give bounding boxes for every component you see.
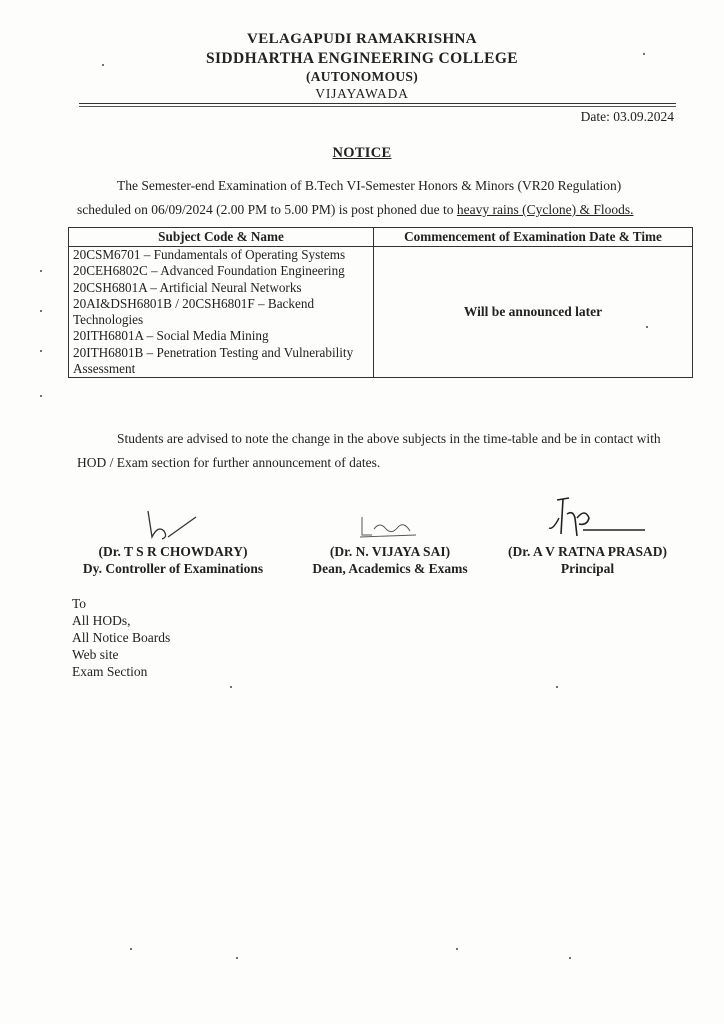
header-rule-thin bbox=[79, 106, 676, 107]
signatory-title: Dy. Controller of Examinations bbox=[82, 561, 264, 576]
signatory-name: (Dr. N. VIJAYA SAI) bbox=[329, 544, 451, 559]
college-name-line2: SIDDHARTHA ENGINEERING COLLEGE bbox=[205, 50, 519, 67]
recipients-heading: To bbox=[72, 596, 87, 611]
table-row bbox=[69, 247, 693, 378]
recipient-item: All Notice Boards bbox=[72, 630, 171, 645]
signatory-controller bbox=[62, 507, 284, 577]
recipient-item: Exam Section bbox=[72, 664, 148, 679]
table-header-row bbox=[69, 228, 693, 247]
signature-mark bbox=[523, 492, 653, 543]
notice-date: Date: 03.09.2024 bbox=[580, 109, 674, 124]
recipient-item: All HODs, bbox=[72, 613, 131, 628]
subject-item: 20CEH6802C – Advanced Foundation Engineering bbox=[73, 263, 345, 279]
signatory-title: Dean, Academics & Exams bbox=[312, 561, 468, 576]
college-header bbox=[0, 30, 724, 102]
subject-item: 20CSH6801A – Artificial Neural Networks bbox=[73, 279, 302, 295]
advisory-paragraph bbox=[77, 427, 677, 475]
scan-speck bbox=[646, 326, 648, 328]
recipient-item: Web site bbox=[72, 647, 119, 662]
subject-item: 20ITH6801A – Social Media Mining bbox=[73, 328, 269, 344]
scan-speck bbox=[102, 64, 104, 66]
signature-mark bbox=[350, 507, 430, 543]
header-rule-thick bbox=[79, 103, 676, 104]
scan-speck bbox=[456, 948, 458, 950]
notice-paragraph-text: The Semester-end Examination of B.Tech VI-Semester Honors & Minors (VR20 Regulation) scheduled on 06/09/2024 (2.00 PM to 5.00 PM) is post phoned due to bbox=[77, 178, 622, 217]
signature-mark bbox=[138, 507, 208, 543]
subject-item: 20ITH6801B – Penetration Testing and Vulnerability Assessment bbox=[73, 344, 354, 377]
notice-reason: heavy rains (Cyclone) & Floods. bbox=[456, 202, 634, 217]
scan-speck bbox=[643, 53, 645, 55]
scan-speck bbox=[569, 957, 571, 959]
scan-speck bbox=[236, 957, 238, 959]
subject-list-cell bbox=[69, 247, 374, 378]
signatory-name: (Dr. A V RATNA PRASAD) bbox=[508, 544, 667, 559]
exam-table bbox=[68, 227, 693, 378]
college-name-line1: VELAGAPUDI RAMAKRISHNA bbox=[246, 31, 478, 47]
advisory-paragraph-text: Students are advised to note the change in the above subjects in the time-table and be in contact with HOD / Exam section for further announcement of dates. bbox=[77, 431, 661, 470]
subject-item: 20CSM6701 – Fundamentals of Operating Systems bbox=[73, 247, 346, 262]
scan-speck bbox=[230, 686, 232, 688]
column-header-subject: Subject Code & Name bbox=[69, 228, 374, 247]
schedule-cell: Will be announced later bbox=[374, 247, 693, 378]
scan-speck bbox=[130, 948, 132, 950]
notice-paragraph bbox=[77, 174, 677, 222]
scan-speck bbox=[40, 310, 42, 312]
scan-speck bbox=[40, 350, 42, 352]
signatory-title: Principal bbox=[560, 561, 615, 576]
college-city: VIJAYAWADA bbox=[315, 86, 409, 101]
college-status: (AUTONOMOUS) bbox=[305, 69, 419, 84]
column-header-schedule: Commencement of Examination Date & Time bbox=[374, 228, 693, 247]
scan-speck bbox=[40, 270, 42, 272]
recipients-block bbox=[72, 595, 170, 680]
scan-speck bbox=[556, 686, 558, 688]
notice-title: NOTICE bbox=[332, 145, 392, 161]
signatory-dean bbox=[290, 507, 490, 577]
subject-item: 20AI&DSH6801B / 20CSH6801F – Backend Technologies bbox=[73, 295, 315, 328]
scan-speck bbox=[40, 395, 42, 397]
signatory-principal bbox=[480, 492, 695, 577]
signatory-name: (Dr. T S R CHOWDARY) bbox=[98, 544, 248, 559]
